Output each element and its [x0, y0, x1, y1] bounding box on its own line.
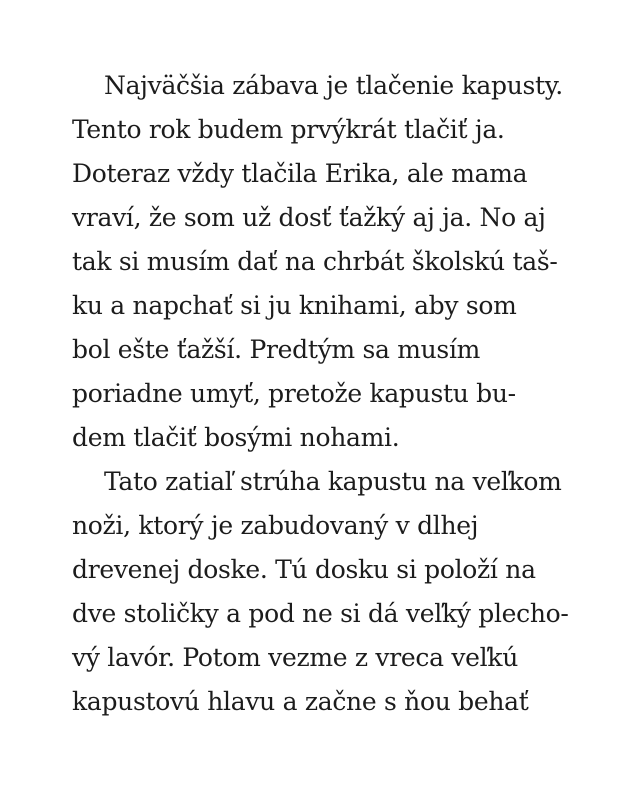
text-line: Najväčšia zábava je tlačenie kapusty. [104, 71, 563, 100]
text-line: vraví, že som už dosť ťažký aj ja. No aj [72, 203, 546, 232]
book-page [72, 64, 592, 724]
text-line: tak si musím dať na chrbát školskú taš- [72, 247, 558, 276]
text-line: Doteraz vždy tlačila Erika, ale mama [72, 159, 528, 188]
text-line: drevenej doske. Tú dosku si položí na [72, 555, 536, 584]
text-line: poriadne umyť, pretože kapustu bu- [72, 379, 516, 408]
text-line: noži, ktorý je zabudovaný v dlhej [72, 511, 479, 540]
text-line: Tato zatiaľ strúha kapustu na veľkom [104, 467, 562, 496]
text-line: dem tlačiť bosými nohami. [72, 423, 400, 452]
paragraph-2 [72, 460, 592, 724]
text-line: Tento rok budem prvýkrát tlačiť ja. [72, 115, 505, 144]
text-line: vý lavór. Potom vezme z vreca veľkú [72, 643, 519, 672]
text-line: dve stoličky a pod ne si dá veľký plecho- [72, 599, 569, 628]
text-line: kapustovú hlavu a začne s ňou behať [72, 687, 529, 716]
paragraph-1 [72, 64, 592, 460]
text-line: bol ešte ťažší. Predtým sa musím [72, 335, 481, 364]
text-line: ku a napchať si ju knihami, aby som [72, 291, 517, 320]
